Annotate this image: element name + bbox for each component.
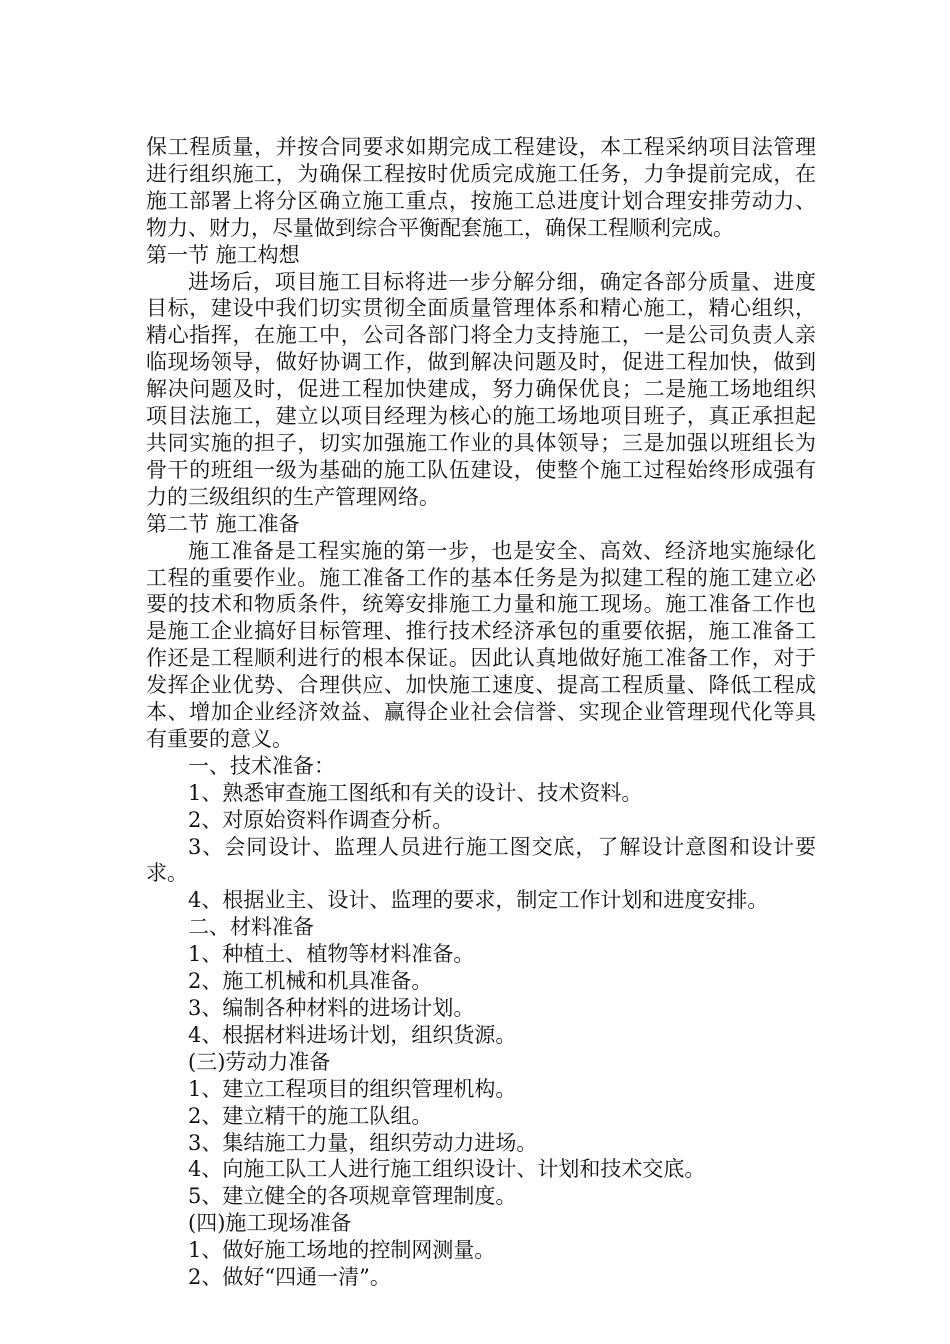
subheading-labor: (三)劳动力准备 [188, 1049, 331, 1074]
paragraph-preparation: 施工准备是工程实施的第一步，也是安全、高效、经济地实施绿化工程的重要作业。施工准备工作的基本任务是为拟建工程的施工建立必要的技术和物质条件，统筹安排施工力量和施工现场。施工准备工作也是施工企业搞好目标管理、推行技术经济承包的重要依据，施工准备工作还是工程顺利进行的根本保证。因此认真地做好施工准备工作，对于发挥企业优势、合理供应、加快施工速度、提高工程质量、降低工程成本、增加企业经济效益、赢得企业社会信誉、实现企业管理现代化等具有重要的意义。 [146, 538, 816, 751]
list-item: 2、施工机械和机具准备。 [188, 969, 433, 994]
subheading-site: (四)施工现场准备 [188, 1211, 352, 1236]
list-item: 2、建立精干的施工队组。 [188, 1103, 433, 1128]
list-item: 4、根据材料进场计划，组织货源。 [188, 1022, 517, 1047]
paragraph-intro: 保工程质量，并按合同要求如期完成工程建设，本工程采纳项目法管理进行组织施工，为确保工程按时优质完成施工任务，力争提前完成，在施工部署上将分区确立施工重点，按施工总进度计划合理安排劳动力、物力、财力，尽量做到综合平衡配套施工，确保工程顺利完成。 [146, 135, 816, 240]
list-item: 3、编制各种材料的进场计划。 [188, 996, 475, 1020]
section-heading-2: 第二节 施工准备 [146, 511, 300, 536]
list-item: 5、建立健全的各项规章管理制度。 [188, 1184, 517, 1209]
list-item: 4、根据业主、设计、监理的要求，制定工作计划和进度安排。 [188, 888, 769, 913]
section-heading-1: 第一节 施工构想 [146, 242, 300, 267]
list-item: 1、做好施工场地的控制网测量。 [188, 1238, 496, 1263]
list-item: 2、对原始资料作调查分析。 [188, 807, 454, 832]
list-item: 4、向施工队工人进行施工组织设计、计划和技术交底。 [188, 1157, 706, 1182]
paragraph-concept: 进场后，项目施工目标将进一步分解分细，确定各部分质量、进度目标，建设中我们切实贯彻全面质量管理体系和精心施工，精心组织，精心指挥，在施工中，公司各部门将全力支持施工，一是公司负责人亲临现场领导，做好协调工作，做到解决问题及时，促进工程加快，做到解决问题及时，促进工程加快建成，努力确保优良；二是施工场地组织项目法施工，建立以项目经理为核心的施工场地项目班子，真正承担起共同实施的担子，切实加强施工作业的具体领导；三是加强以班组长为骨干的班组一级为基础的施工队伍建设，使整个施工过程始终形成强有力的三级组织的生产管理网络。 [146, 269, 816, 509]
subheading-technical: 一、技术准备： [188, 753, 335, 778]
list-item: 1、熟悉审查施工图纸和有关的设计、技术资料。 [188, 780, 643, 805]
list-item: 3、会同设计、监理人员进行施工图交底，了解设计意图和设计要求。 [146, 834, 816, 886]
document-page [146, 134, 816, 1291]
list-item: 1、种植土、植物等材料准备。 [188, 942, 475, 967]
list-item: 2、做好“四通一清”。 [188, 1265, 391, 1290]
list-item: 3、集结施工力量，组织劳动力进场。 [188, 1130, 538, 1155]
subheading-materials: 二、材料准备 [188, 915, 314, 940]
list-item: 1、建立工程项目的组织管理机构。 [188, 1076, 517, 1101]
